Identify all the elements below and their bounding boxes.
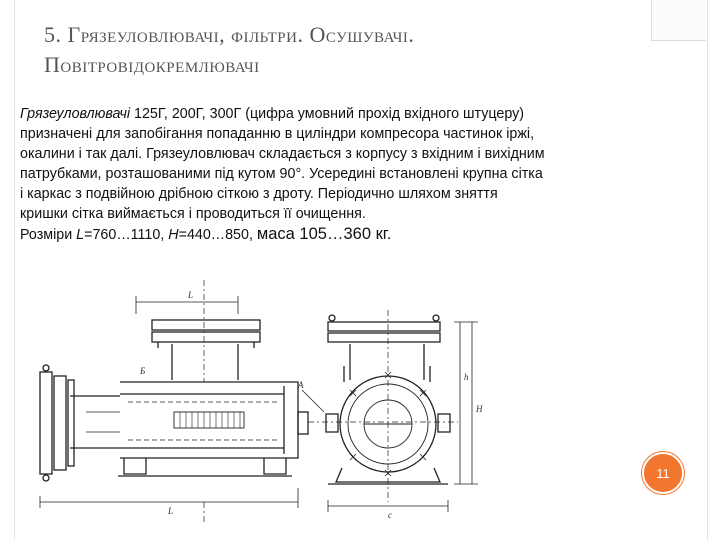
dim-label-c: с [388,510,392,520]
slide-corner-tab [651,0,706,41]
dims-H-value: =440…850, [178,227,257,243]
dimensions-line [20,224,630,245]
device-name: Грязеуловлювачі [20,106,131,122]
device-models: 125Г, 200Г, 300Г [130,106,242,122]
dim-label-L-bottom: L [168,506,174,516]
technical-drawing [28,262,488,540]
paragraph-line-1 [20,104,630,124]
slide-title [44,20,644,80]
section-label-B: Б [140,366,146,376]
page-number-badge [642,452,684,494]
leader-label-A: А [298,380,304,390]
paragraph-line-3: окалини і так далі. Грязеуловлювач складається з корпусу з вхідним і вихідним [20,146,545,162]
paragraph-line-4: патрубками, розташованими під кутом 90°. Усередині встановлені крупна сітка [20,166,543,182]
dim-label-L-top: L [188,290,194,300]
dims-prefix: Розміри [20,227,77,243]
mass-value: маса 105…360 кг. [256,225,392,243]
description-paragraph [20,104,630,245]
device-note: (цифра умовний прохід вхідного штуцеру) [241,106,525,122]
dims-L-value: =760…1110, [84,227,169,243]
dims-H-symbol: H [168,227,179,243]
title-line-1: 5. Грязеуловлювачі, фільтри. Осушувачі. [44,22,415,47]
page-number: 11 [656,465,670,481]
paragraph-line-5: і каркас з подвійною дрібною сіткою з дроту. Періодично шляхом зняття [20,186,498,202]
paragraph-line-6: кришки сітка виймається і проводиться її очищення. [20,206,366,222]
dim-label-h: h [464,372,469,382]
dims-L-symbol: L [76,227,85,243]
dim-label-H: H [476,404,483,414]
title-line-2: Повітровідокремлювачі [44,52,260,77]
paragraph-line-2: призначені для запобігання попаданню в циліндри компресора частинок іржі, [20,126,535,142]
